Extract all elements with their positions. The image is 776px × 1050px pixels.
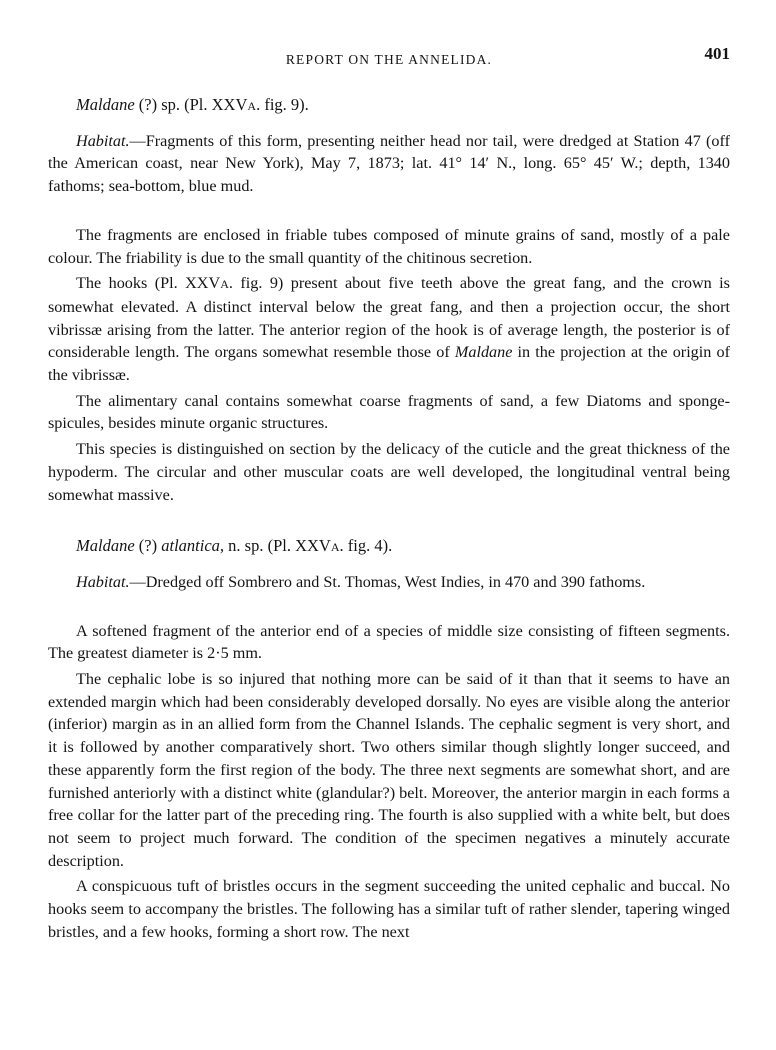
body-paragraph: This species is distinguished on section by the delicacy of the cuticle and the great thickness of the hypoderm. The circular and other muscular coats are well developed, the longitudinal ventral being somewhat massive. [48,440,730,504]
plate-suffix: A [220,277,229,292]
plate-tail: . fig. 9). [256,95,309,114]
habitat-label: Habitat. [76,572,130,591]
body-paragraph: The fragments are enclosed in friable tubes composed of minute grains of sand, mostly of a pale colour. The friability is due to the small quantity of the chitinous secretion. [48,225,730,267]
body-paragraph [48,272,730,387]
page-number: 401 [704,44,730,63]
paragraph-text: . fig. 9) present about five teeth above the great fang, and the crown is somewhat elevated. A distinct interval below the great fang, and then a projection occur, the short vibrissæ arising from the latter. The anterior region of the hook is of average length, the posterior is of considerable length. The organs somewhat resemble those of [48,274,730,362]
species-epithet: atlantica [161,536,220,556]
paragraph-text: in the projection at the origin of the vibrissæ. [48,343,730,385]
species-heading-mid: (?) [134,536,162,556]
paragraph-text: The hooks (Pl. XXV [76,274,221,293]
species-heading-rest: (?) sp. (Pl. XXV [134,95,248,114]
body-paragraph: The alimentary canal contains somewhat coarse fragments of sand, a few Diatoms and sponge-spicules, besides minute organic structures. [48,391,730,433]
running-head: REPORT ON THE ANNELIDA. [285,52,493,67]
plate-suffix: A [330,540,340,555]
plate-tail: . fig. 4). [339,536,393,556]
species-name: Maldane [76,536,135,556]
body-paragraph: The cephalic lobe is so injured that nothing more can be said of it than that it seems to have an extended margin which had been considerably developed dorsally. No eyes are visible along the anterior (inferior) margin as in an allied form from the Channel Islands. The cephalic segment is very short, and it is followed by another comparatively short. Two others similar though slightly longer succeed, and these apparently form the first region of the body. The three next segments are somewhat short, and are furnished anteriorly with a distinct white (glandular?) belt. Moreover, the anterior margin in each forms a free collar for the latter part of the preceding ring. The fourth is also supplied with a white belt, but does not seem to project much forward. The condition of the specimen negatives a minutely accurate description. [48,670,730,870]
habitat-paragraph [48,130,730,198]
habitat-label: Habitat. [76,131,130,150]
page-header [48,40,730,70]
habitat-text: —Fragments of this form, presenting neither head nor tail, were dredged at Station 47 (off the American coast, near New York), May 7, 1873; lat. 41° 14′ N., long. 65° 45′ W.; depth, 1340 fathoms; sea-bottom, blue mud. [48,131,730,196]
species-heading-rest: , n. sp. (Pl. XXV [219,536,331,556]
plate-suffix: A [247,99,257,113]
species-name: Maldane [76,95,135,114]
species-heading-maldane-sp [76,94,730,118]
body-paragraph: A softened fragment of the anterior end of a species of middle size consisting of fifteen segments. The greatest diameter is 2·5 mm. [48,621,730,663]
habitat-text: —Dredged off Sombrero and St. Thomas, West Indies, in 470 and 390 fathoms. [129,572,646,591]
page-body [48,94,730,944]
species-heading-maldane-atlantica [76,535,730,559]
body-paragraph: A conspicuous tuft of bristles occurs in the segment succeeding the united cephalic and buccal. No hooks seem to accompany the bristles. The following has a similar tuft of rather slender, tapering winged bristles, and a few hooks, forming a short row. The next [48,877,730,941]
habitat-paragraph [48,571,730,594]
genus-name: Maldane [454,343,513,362]
